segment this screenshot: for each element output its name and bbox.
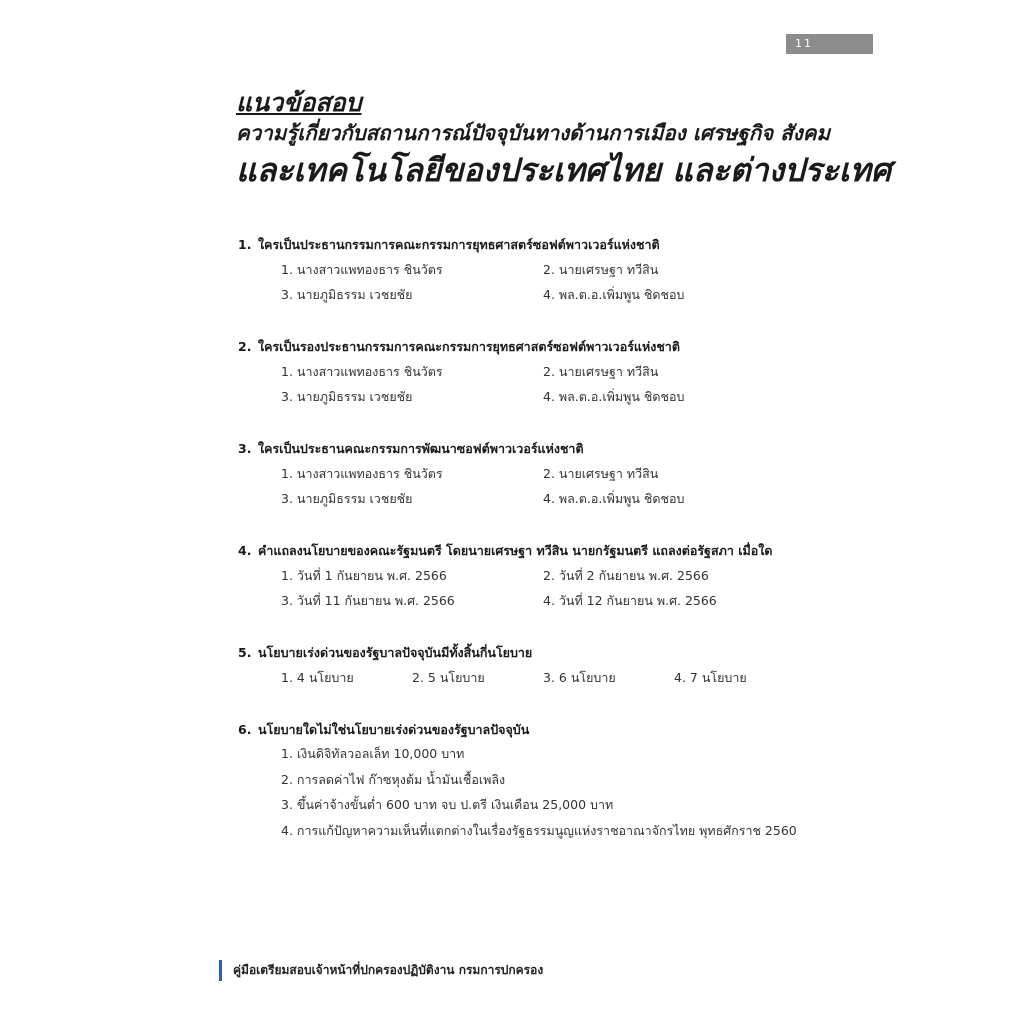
question-number: 2.: [238, 339, 252, 354]
choice-group: [238, 563, 798, 614]
question-text: ใครเป็นรองประธานกรรมการคณะกรรมการยุทธศาสตร์ซอฟต์พาวเวอร์แห่งชาติ: [258, 339, 680, 354]
footer-accent-bar: [219, 960, 222, 981]
choice-2: 2. 5 นโยบาย: [412, 669, 485, 685]
choice-3: 3. นายภูมิธรรม เวชยชัย: [281, 491, 413, 507]
choice-group: [238, 359, 798, 410]
choice-4: 4. การแก้ปัญหาความเห็นที่แตกต่างในเรื่องรัฐธรรมนูญแห่งราชอาณาจักรไทย พุทธศักราช 2560: [281, 822, 797, 838]
question-3: [238, 436, 798, 512]
choice-1: 1. เงินดิจิทัลวอลเล็ท 10,000 บาท: [281, 746, 465, 762]
footer-title: คู่มือเตรียมสอบเจ้าหน้าที่ปกครองปฏิบัติงาน กรมการปกครอง: [233, 963, 544, 977]
choice-2: 2. นายเศรษฐา ทวีสิน: [543, 465, 659, 481]
question-number: 1.: [238, 237, 252, 252]
choice-1: 1. นางสาวแพทองธาร ชินวัตร: [281, 363, 443, 379]
choice-group: [238, 461, 798, 512]
choice-1: 1. วันที่ 1 กันยายน พ.ศ. 2566: [281, 567, 447, 583]
question-4: [238, 538, 798, 614]
choice-4: 4. 7 นโยบาย: [674, 669, 747, 685]
choice-3: 3. 6 นโยบาย: [543, 669, 616, 685]
question-2: [238, 334, 798, 410]
choice-4: 4. พล.ต.อ.เพิ่มพูน ชิดชอบ: [543, 389, 685, 405]
question-1: [238, 232, 798, 308]
heading-line-1: แนวข้อสอบ: [236, 88, 362, 117]
choice-2: 2. นายเศรษฐา ทวีสิน: [543, 261, 659, 277]
choice-4: 4. วันที่ 12 กันยายน พ.ศ. 2566: [543, 593, 717, 609]
heading: [236, 88, 892, 192]
choice-1: 1. 4 นโยบาย: [281, 669, 354, 685]
choice-3: 3. นายภูมิธรรม เวชยชัย: [281, 287, 413, 303]
choice-2: 2. นายเศรษฐา ทวีสิน: [543, 363, 659, 379]
choice-group: [238, 257, 798, 308]
choice-1: 1. นางสาวแพทองธาร ชินวัตร: [281, 465, 443, 481]
choice-3: 3. วันที่ 11 กันยายน พ.ศ. 2566: [281, 593, 455, 609]
question-text: ใครเป็นประธานกรรมการคณะกรรมการยุทธศาสตร์ซอฟต์พาวเวอร์แห่งชาติ: [258, 237, 660, 252]
choice-4: 4. พล.ต.อ.เพิ่มพูน ชิดชอบ: [543, 287, 685, 303]
page-number: 11: [786, 34, 873, 54]
heading-line-2: ความรู้เกี่ยวกับสถานการณ์ปัจจุบันทางด้านการเมือง เศรษฐกิจ สังคม: [236, 121, 831, 145]
question-list: [238, 232, 798, 844]
question-text: นโยบายใดไม่ใช่นโยบายเร่งด่วนของรัฐบาลปัจจุบัน: [258, 721, 530, 737]
choice-4: 4. พล.ต.อ.เพิ่มพูน ชิดชอบ: [543, 491, 685, 507]
question-number: 6.: [238, 721, 252, 737]
choice-2: 2. การลดค่าไฟ ก๊าซหุงต้ม น้ำมันเชื้อเพลิง: [281, 771, 506, 787]
question-text: ใครเป็นประธานคณะกรรมการพัฒนาซอฟต์พาวเวอร์แห่งชาติ: [258, 441, 584, 456]
question-5: [238, 640, 798, 691]
question-number: 4.: [238, 543, 252, 558]
question-text: นโยบายเร่งด่วนของรัฐบาลปัจจุบันมีทั้งสิ้นกี่นโยบาย: [258, 645, 533, 660]
question-number: 5.: [238, 645, 252, 660]
heading-line-3: และเทคโนโลยีของประเทศไทย และต่างประเทศ: [236, 151, 892, 189]
question-number: 3.: [238, 441, 252, 456]
question-6: [238, 717, 798, 844]
choice-3: 3. ขึ้นค่าจ้างขั้นต่ำ 600 บาท จบ ป.ตรี เงินเดือน 25,000 บาท: [281, 797, 614, 813]
choice-group: [238, 742, 798, 844]
choice-3: 3. นายภูมิธรรม เวชยชัย: [281, 389, 413, 405]
choice-2: 2. วันที่ 2 กันยายน พ.ศ. 2566: [543, 567, 709, 583]
question-text: คำแถลงนโยบายของคณะรัฐมนตรี โดยนายเศรษฐา ทวีสิน นายกรัฐมนตรี แถลงต่อรัฐสภา เมื่อใด: [258, 543, 773, 558]
choice-group: [238, 665, 798, 691]
choice-1: 1. นางสาวแพทองธาร ชินวัตร: [281, 261, 443, 277]
